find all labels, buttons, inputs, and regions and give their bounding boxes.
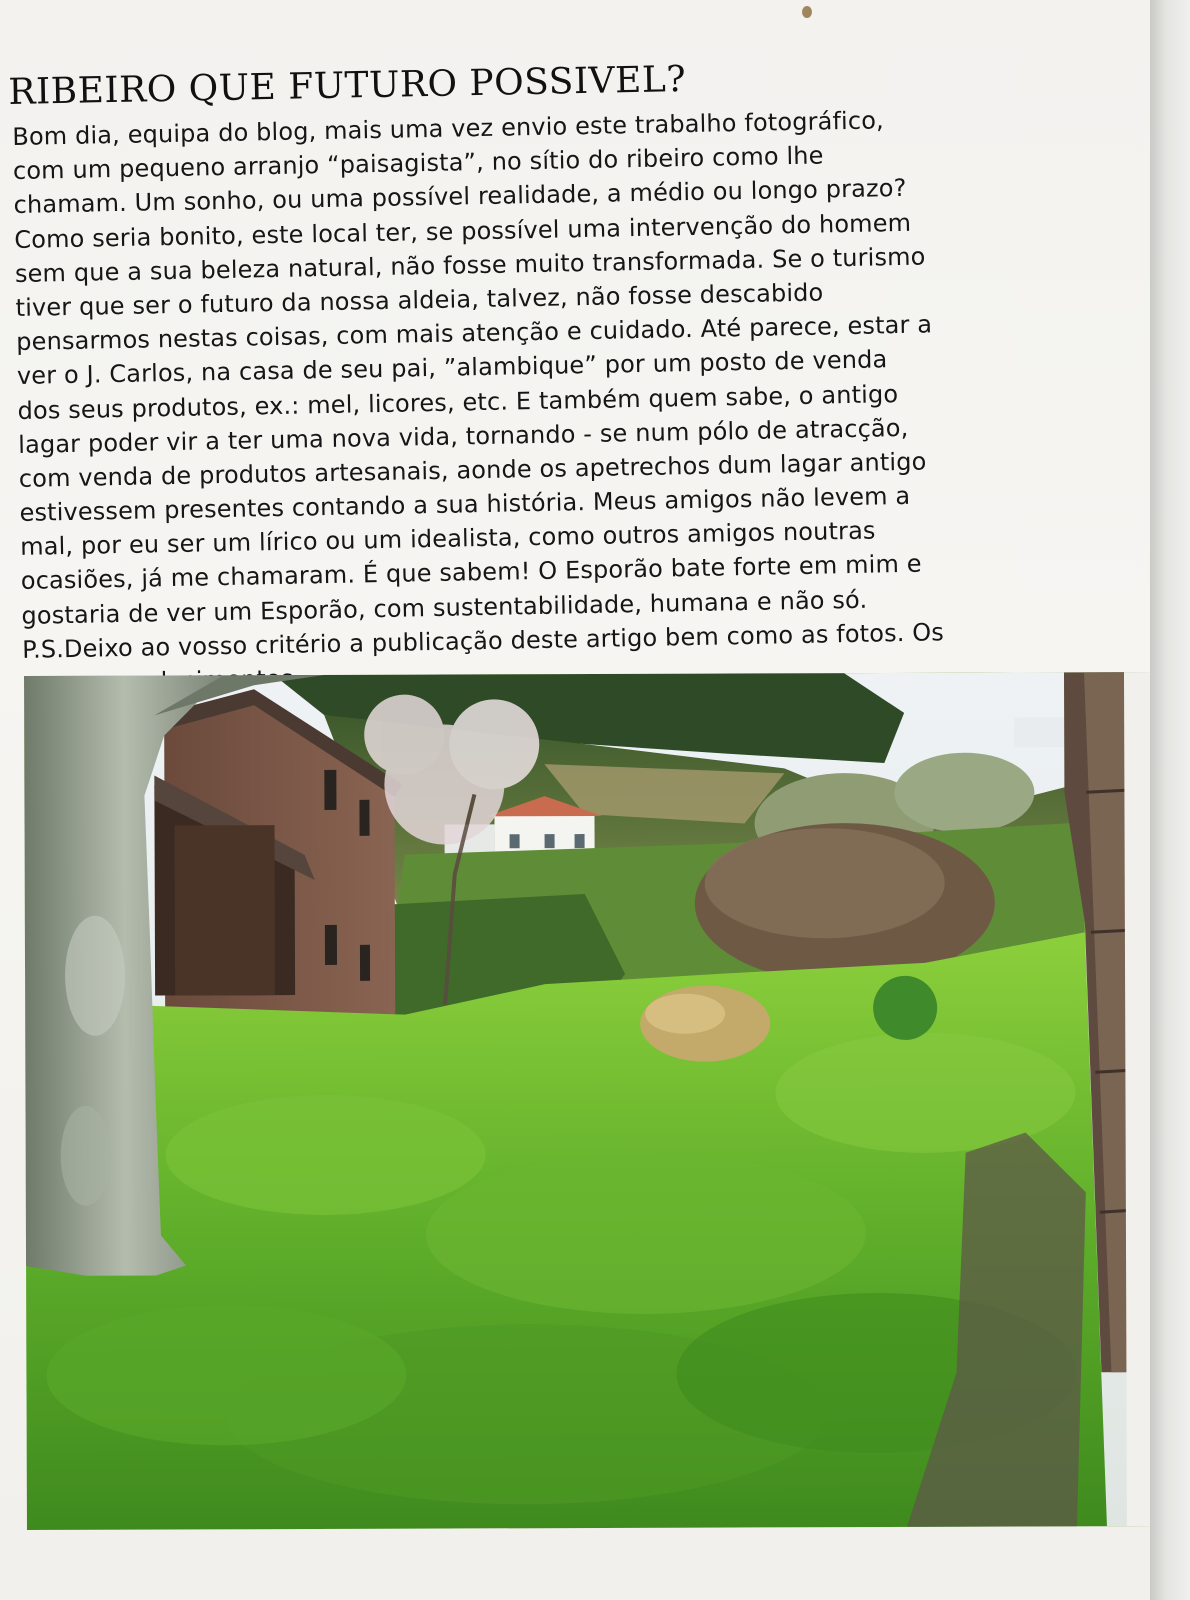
- body-line: estivessem presentes contando a sua história. Meus amigos não levem a: [19, 481, 911, 527]
- olive-trees-right: [894, 752, 1034, 832]
- body-line: Como seria bonito, este local ter, se possível uma intervenção do homem: [14, 208, 912, 254]
- body-line: P.S.Deixo ao vosso critério a publicação deste artigo bem como as fotos. Os: [21, 618, 945, 664]
- body-line: Bom dia, equipa do blog, mais uma vez envio este trabalho fotográfico,: [12, 106, 885, 151]
- body-line: ver o J. Carlos, na casa de seu pai, ”alambique” por um posto de venda: [16, 345, 888, 391]
- shrub: [873, 976, 937, 1040]
- article-title: RIBEIRO QUE FUTURO POSSIVEL?: [8, 58, 687, 113]
- body-line: gostaria de ver um Esporão, com sustentabilidade, humana e não só.: [21, 585, 868, 630]
- landscape-illustration: [24, 672, 1157, 1530]
- page-edge: [1150, 0, 1190, 1600]
- body-line: dos seus produtos, ex.: mel, licores, etc. E também quem sabe, o antigo: [17, 379, 899, 425]
- body-line: ocasiões, já me chamaram. É que sabem! O Esporão bate forte em mim e: [20, 550, 922, 596]
- pin-mark: [802, 6, 812, 18]
- body-line: com venda de produtos artesanais, aonde os apetrechos dum lagar antigo: [18, 447, 927, 493]
- body-line: mal, por eu ser um lírico ou um idealista, como outros amigos noutras: [19, 516, 876, 562]
- body-line: sem que a sua beleza natural, não fosse muito transformada. Se o turismo: [14, 242, 926, 288]
- landscape-photo: [24, 672, 1157, 1530]
- body-line: com um pequeno arranjo “paisagista”, no sítio do ribeiro como lhe: [12, 141, 824, 186]
- article-body: [12, 101, 1033, 680]
- body-line: chamam. Um sonho, ou uma possível realidade, a médio ou longo prazo?: [13, 174, 907, 220]
- distant-house: [1014, 717, 1064, 747]
- body-line: lagar poder vir a ter uma nova vida, tornando - se num pólo de atracção,: [17, 413, 909, 459]
- body-line: tiver que ser o futuro da nossa aldeia, talvez, não fosse descabido: [15, 278, 824, 322]
- body-line: pensarmos nestas coisas, com mais atenção e cuidado. Até parece, estar a: [15, 310, 933, 357]
